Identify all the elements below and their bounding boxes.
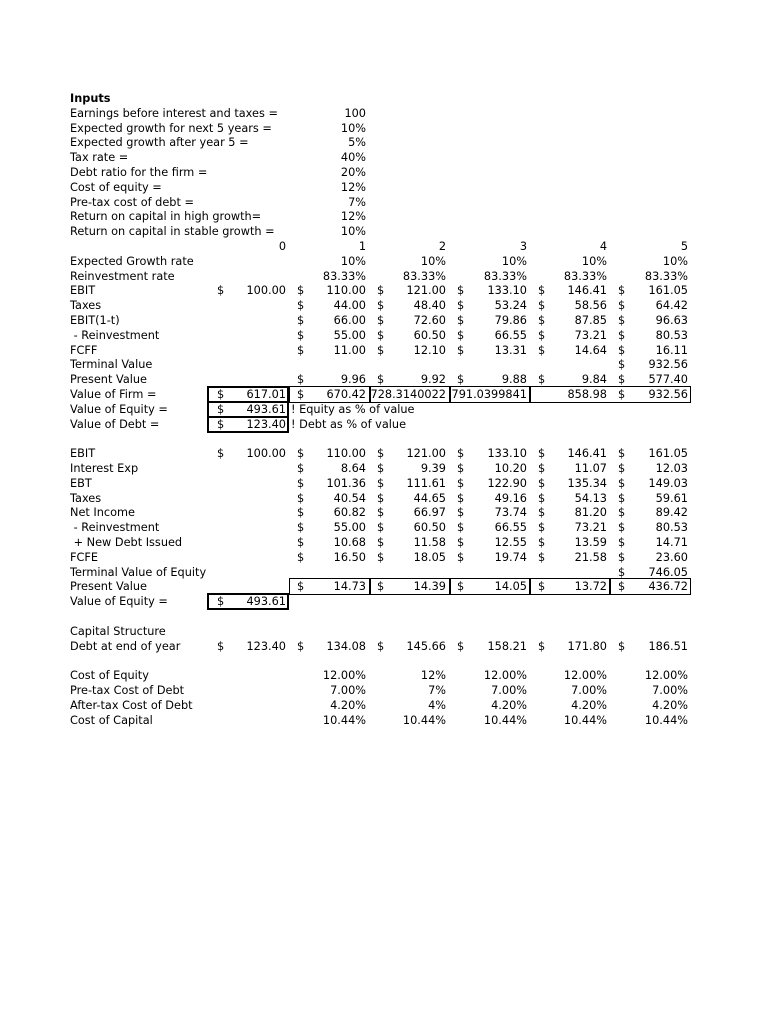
- cell-value: 72.60: [413, 314, 446, 327]
- cell-value: 49.16: [494, 491, 527, 505]
- currency-symbol: $: [618, 565, 626, 579]
- currency-symbol: $: [538, 476, 546, 490]
- firm-value-cell-y2: [449, 386, 451, 403]
- currency-symbol: $: [457, 373, 465, 387]
- cell-value: 11.07: [574, 462, 607, 475]
- cell-value: 9.39: [420, 462, 446, 475]
- cell-value: 12.03: [655, 462, 688, 475]
- cell-value: 932.56: [648, 358, 688, 372]
- cell-value: 54.13: [574, 491, 607, 505]
- row-label: Present Value: [70, 580, 147, 594]
- currency-symbol: $: [297, 550, 305, 564]
- row-label: Capital Structure: [70, 624, 166, 638]
- equity-note: ! Equity as % of value: [291, 402, 415, 416]
- currency-symbol: $: [538, 639, 546, 653]
- cell-value: 60.82: [333, 506, 366, 520]
- cell-value: 12.55: [494, 536, 527, 549]
- currency-symbol: $: [538, 462, 546, 475]
- cell-value: 932.56: [648, 388, 688, 401]
- currency-symbol: $: [377, 373, 385, 387]
- cell-value: 13.59: [574, 536, 607, 549]
- equity-pv-cell-y1: [369, 578, 371, 595]
- cell-value: 14.39: [413, 580, 446, 594]
- currency-symbol: $: [618, 373, 626, 387]
- row-label: Value of Equity =: [70, 595, 168, 609]
- row-label: After-tax Cost of Debt: [70, 698, 193, 712]
- cell-value: 145.66: [406, 639, 446, 653]
- currency-symbol: $: [538, 373, 546, 387]
- cell-value: 79.86: [494, 314, 527, 327]
- cell-value: 10.44%: [322, 713, 366, 727]
- row-label: Reinvestment rate: [70, 269, 175, 283]
- cell-value: 83.33%: [483, 269, 527, 283]
- currency-symbol: $: [457, 580, 465, 594]
- currency-symbol: $: [618, 521, 626, 535]
- currency-symbol: $: [217, 595, 225, 609]
- currency-symbol: $: [377, 536, 385, 549]
- row-label: - Reinvestment: [70, 328, 160, 342]
- input-value: 20%: [340, 166, 366, 179]
- currency-symbol: $: [457, 476, 465, 490]
- currency-symbol: $: [297, 314, 305, 327]
- currency-symbol: $: [618, 328, 626, 342]
- cell-value: 80.53: [655, 328, 688, 342]
- cell-value: 44.65: [413, 491, 446, 505]
- cell-value: 122.90: [487, 476, 527, 490]
- currency-symbol: $: [457, 536, 465, 549]
- cell-value: 73.74: [494, 506, 527, 520]
- currency-symbol: $: [377, 328, 385, 342]
- cell-value: 146.41: [567, 284, 607, 298]
- cell-value: 10.44%: [644, 713, 688, 727]
- input-value: 100: [344, 106, 366, 120]
- currency-symbol: $: [538, 506, 546, 520]
- input-label: Debt ratio for the firm =: [70, 166, 208, 179]
- currency-symbol: $: [618, 550, 626, 564]
- cell-value: 9.84: [581, 373, 607, 387]
- input-value: 7%: [348, 195, 366, 209]
- currency-symbol: $: [538, 343, 546, 357]
- cell-value: 110.00: [326, 284, 366, 298]
- currency-symbol: $: [377, 506, 385, 520]
- currency-symbol: $: [457, 550, 465, 564]
- cell-value: 4%: [428, 698, 446, 712]
- cell-value: 73.21: [574, 521, 607, 535]
- cell-value: 10%: [420, 254, 446, 268]
- row-label: FCFE: [70, 550, 99, 564]
- input-value: 5%: [348, 136, 366, 150]
- cell-value: 60.50: [413, 328, 446, 342]
- cell-value: 4.20%: [571, 698, 607, 712]
- input-value: 10%: [340, 121, 366, 135]
- cell-value: 19.74: [494, 550, 527, 564]
- cell-value: 135.34: [567, 476, 607, 490]
- row-label: Terminal Value of Equity: [70, 565, 207, 579]
- row-label: Taxes: [70, 299, 102, 313]
- currency-symbol: $: [377, 550, 385, 564]
- cell-value: 44.00: [333, 299, 366, 313]
- cell-value: 66.55: [494, 521, 527, 535]
- cell-value: 158.21: [487, 639, 527, 653]
- cell-value: 10%: [340, 254, 366, 268]
- cell-value: 161.05: [648, 284, 688, 298]
- cell-value: 436.72: [648, 580, 688, 594]
- currency-symbol: $: [457, 462, 465, 475]
- cell-value: 9.88: [501, 373, 527, 387]
- cell-value: 7.00%: [491, 684, 527, 697]
- input-label: Tax rate =: [70, 151, 129, 165]
- row-label: Value of Equity =: [70, 402, 168, 416]
- cell-value: 14.64: [574, 343, 607, 357]
- cell-value: 83.33%: [322, 269, 366, 283]
- currency-symbol: $: [618, 639, 626, 653]
- firm-value-cell-y3: [529, 386, 531, 403]
- currency-symbol: $: [457, 447, 465, 461]
- currency-symbol: $: [538, 328, 546, 342]
- input-value: 12%: [340, 210, 366, 224]
- currency-symbol: $: [377, 447, 385, 461]
- currency-symbol: $: [538, 284, 546, 298]
- currency-symbol: $: [538, 299, 546, 313]
- firm-value-row-box: [289, 386, 691, 403]
- row-label: Taxes: [70, 491, 102, 505]
- currency-symbol: $: [217, 388, 225, 401]
- firm-value-cell-y1: [369, 386, 371, 403]
- row-label: Value of Debt =: [70, 417, 160, 431]
- currency-symbol: $: [377, 299, 385, 313]
- cell-value: 11.00: [333, 343, 366, 357]
- input-label: Return on capital in high growth=: [70, 210, 262, 224]
- currency-symbol: $: [618, 299, 626, 313]
- cell-value: 83.33%: [402, 269, 446, 283]
- currency-symbol: $: [217, 417, 225, 431]
- currency-symbol: $: [297, 521, 305, 535]
- row-label: EBIT(1-t): [70, 314, 120, 327]
- input-value: 12%: [340, 180, 366, 194]
- cell-value: 4.20%: [330, 698, 366, 712]
- cell-value: 493.61: [246, 402, 286, 416]
- currency-symbol: $: [457, 639, 465, 653]
- currency-symbol: $: [297, 328, 305, 342]
- cell-value: 83.33%: [563, 269, 607, 283]
- cell-value: 89.42: [655, 506, 688, 520]
- cell-value: 10%: [662, 254, 688, 268]
- cell-value: 60.50: [413, 521, 446, 535]
- input-label: Pre-tax cost of debt =: [70, 195, 194, 209]
- currency-symbol: $: [217, 639, 225, 653]
- cell-value: 13.31: [494, 343, 527, 357]
- year-header: 2: [438, 240, 446, 253]
- cell-value: 7.00%: [330, 684, 366, 697]
- currency-symbol: $: [457, 343, 465, 357]
- cell-value: 12.00%: [322, 669, 366, 683]
- cell-value: 7.00%: [652, 684, 688, 697]
- currency-symbol: $: [377, 639, 385, 653]
- cell-value: 13.72: [574, 580, 607, 594]
- cell-value: 9.92: [420, 373, 446, 387]
- cell-value: 48.40: [413, 299, 446, 313]
- cell-value: 12.00%: [563, 669, 607, 683]
- currency-symbol: $: [297, 476, 305, 490]
- currency-symbol: $: [297, 536, 305, 549]
- currency-symbol: $: [297, 580, 305, 594]
- year-header: 1: [358, 240, 366, 253]
- currency-symbol: $: [377, 314, 385, 327]
- debt-note: ! Debt as % of value: [291, 417, 407, 431]
- cell-value: 9.96: [340, 373, 366, 387]
- currency-symbol: $: [377, 580, 385, 594]
- cell-value: 10.68: [333, 536, 366, 549]
- cell-value: 83.33%: [644, 269, 688, 283]
- equity-pv-cell-y4: [609, 578, 611, 595]
- cell-value: 66.00: [333, 314, 366, 327]
- cell-value: 121.00: [406, 447, 446, 461]
- cell-value: 12.00%: [644, 669, 688, 683]
- currency-symbol: $: [618, 447, 626, 461]
- cell-value: 123.40: [246, 417, 286, 431]
- debt-value-box: [207, 416, 289, 433]
- currency-symbol: $: [297, 506, 305, 520]
- cell-value: 791.0399841: [451, 388, 527, 401]
- currency-symbol: $: [538, 491, 546, 505]
- cell-value: 10.20: [494, 462, 527, 475]
- currency-symbol: $: [618, 580, 626, 594]
- currency-symbol: $: [297, 388, 305, 401]
- currency-symbol: $: [377, 521, 385, 535]
- currency-symbol: $: [377, 476, 385, 490]
- cell-value: 10%: [581, 254, 607, 268]
- currency-symbol: $: [457, 314, 465, 327]
- input-label: Expected growth for next 5 years =: [70, 121, 272, 135]
- cell-value: 134.08: [326, 639, 366, 653]
- row-label: FCFF: [70, 343, 98, 357]
- cell-value: 40.54: [333, 491, 366, 505]
- currency-symbol: $: [297, 373, 305, 387]
- cell-value: 12.10: [413, 343, 446, 357]
- input-value: 40%: [340, 151, 366, 165]
- cell-value: 146.41: [567, 447, 607, 461]
- currency-symbol: $: [217, 402, 225, 416]
- cell-value: 121.00: [406, 284, 446, 298]
- row-label: Cost of Equity: [70, 669, 149, 683]
- cell-value: 18.05: [413, 550, 446, 564]
- input-label: Earnings before interest and taxes =: [70, 106, 278, 120]
- year-header: 0: [278, 240, 286, 253]
- currency-symbol: $: [297, 343, 305, 357]
- cell-value: 101.36: [326, 476, 366, 490]
- cell-value: 4.20%: [652, 698, 688, 712]
- cell-value: 87.85: [574, 314, 607, 327]
- cell-value: 161.05: [648, 447, 688, 461]
- currency-symbol: $: [377, 343, 385, 357]
- cell-value: 493.61: [246, 595, 286, 609]
- currency-symbol: $: [297, 639, 305, 653]
- cell-value: 81.20: [574, 506, 607, 520]
- cell-value: 149.03: [648, 476, 688, 490]
- cell-value: 12.00%: [483, 669, 527, 683]
- currency-symbol: $: [377, 462, 385, 475]
- cell-value: 4.20%: [491, 698, 527, 712]
- currency-symbol: $: [538, 521, 546, 535]
- equity-value-fcfe-box: [207, 593, 289, 610]
- cell-value: 7%: [428, 684, 446, 697]
- row-label: Debt at end of year: [70, 639, 181, 653]
- currency-symbol: $: [297, 491, 305, 505]
- currency-symbol: $: [618, 314, 626, 327]
- cell-value: 110.00: [326, 447, 366, 461]
- currency-symbol: $: [618, 284, 626, 298]
- currency-symbol: $: [457, 521, 465, 535]
- currency-symbol: $: [618, 388, 626, 401]
- year-header: 5: [680, 240, 688, 253]
- currency-symbol: $: [618, 462, 626, 475]
- cell-value: 55.00: [333, 521, 366, 535]
- input-label: Expected growth after year 5 =: [70, 136, 249, 150]
- row-label: Net Income: [70, 506, 135, 520]
- cell-value: 23.60: [655, 550, 688, 564]
- currency-symbol: $: [538, 536, 546, 549]
- currency-symbol: $: [377, 284, 385, 298]
- cell-value: 10.44%: [483, 713, 527, 727]
- equity-pv-row-box: [289, 578, 691, 595]
- row-label: Pre-tax Cost of Debt: [70, 684, 185, 697]
- cell-value: 11.58: [413, 536, 446, 549]
- cell-value: 186.51: [648, 639, 688, 653]
- currency-symbol: $: [217, 447, 225, 461]
- cell-value: 53.24: [494, 299, 527, 313]
- row-label: EBIT: [70, 284, 96, 298]
- currency-symbol: $: [457, 299, 465, 313]
- currency-symbol: $: [538, 314, 546, 327]
- row-label: EBT: [70, 476, 92, 490]
- row-label: - Reinvestment: [70, 521, 160, 535]
- currency-symbol: $: [377, 491, 385, 505]
- cell-value: 16.50: [333, 550, 366, 564]
- cell-value: 10%: [501, 254, 527, 268]
- cell-value: 14.73: [333, 580, 366, 594]
- currency-symbol: $: [457, 328, 465, 342]
- cell-value: 746.05: [648, 565, 688, 579]
- row-label: Value of Firm =: [70, 388, 157, 401]
- cell-value: 66.55: [494, 328, 527, 342]
- currency-symbol: $: [538, 580, 546, 594]
- cell-value: 100.00: [246, 284, 286, 298]
- currency-symbol: $: [538, 550, 546, 564]
- cell-value: 55.00: [333, 328, 366, 342]
- cell-value: 21.58: [574, 550, 607, 564]
- cell-value: 123.40: [246, 639, 286, 653]
- currency-symbol: $: [618, 343, 626, 357]
- cell-value: 8.64: [340, 462, 366, 475]
- row-label: Expected Growth rate: [70, 254, 194, 268]
- currency-symbol: $: [618, 506, 626, 520]
- cell-value: 10.44%: [402, 713, 446, 727]
- cell-value: 577.40: [648, 373, 688, 387]
- cell-value: 66.97: [413, 506, 446, 520]
- cell-value: 7.00%: [571, 684, 607, 697]
- currency-symbol: $: [457, 284, 465, 298]
- cell-value: 171.80: [567, 639, 607, 653]
- year-header: 3: [519, 240, 527, 253]
- year-header: 4: [599, 240, 607, 253]
- section-title: Inputs: [70, 92, 111, 105]
- cell-value: 73.21: [574, 328, 607, 342]
- cell-value: 58.56: [574, 299, 607, 313]
- cell-value: 16.11: [655, 343, 688, 357]
- currency-symbol: $: [618, 476, 626, 490]
- currency-symbol: $: [297, 284, 305, 298]
- cell-value: 111.61: [406, 476, 446, 490]
- row-label: Terminal Value: [70, 358, 153, 372]
- row-label: EBIT: [70, 447, 96, 461]
- currency-symbol: $: [618, 491, 626, 505]
- cell-value: 64.42: [655, 299, 688, 313]
- currency-symbol: $: [618, 536, 626, 549]
- equity-pv-cell-y2: [449, 578, 451, 595]
- currency-symbol: $: [457, 491, 465, 505]
- row-label: Interest Exp: [70, 462, 139, 475]
- currency-symbol: $: [457, 506, 465, 520]
- currency-symbol: $: [297, 299, 305, 313]
- row-label: + New Debt Issued: [70, 536, 183, 549]
- cell-value: 858.98: [567, 388, 607, 401]
- cell-value: 59.61: [655, 491, 688, 505]
- equity-pv-cell-y3: [529, 578, 531, 595]
- cell-value: 96.63: [655, 314, 688, 327]
- cell-value: 12%: [420, 669, 446, 683]
- cell-value: 100.00: [246, 447, 286, 461]
- row-label: Cost of Capital: [70, 713, 153, 727]
- cell-value: 14.71: [655, 536, 688, 549]
- currency-symbol: $: [618, 358, 626, 372]
- currency-symbol: $: [297, 447, 305, 461]
- cell-value: 133.10: [487, 284, 527, 298]
- input-label: Return on capital in stable growth =: [70, 225, 275, 239]
- currency-symbol: $: [297, 462, 305, 475]
- cell-value: 133.10: [487, 447, 527, 461]
- cell-value: 10.44%: [563, 713, 607, 727]
- cell-value: 617.01: [246, 388, 286, 401]
- cell-value: 728.3140022: [370, 388, 446, 401]
- row-label: Present Value: [70, 373, 147, 387]
- currency-symbol: $: [217, 284, 225, 298]
- cell-value: 14.05: [494, 580, 527, 594]
- input-label: Cost of equity =: [70, 180, 162, 194]
- input-value: 10%: [340, 225, 366, 239]
- currency-symbol: $: [538, 447, 546, 461]
- cell-value: 80.53: [655, 521, 688, 535]
- cell-value: 670.42: [326, 388, 366, 401]
